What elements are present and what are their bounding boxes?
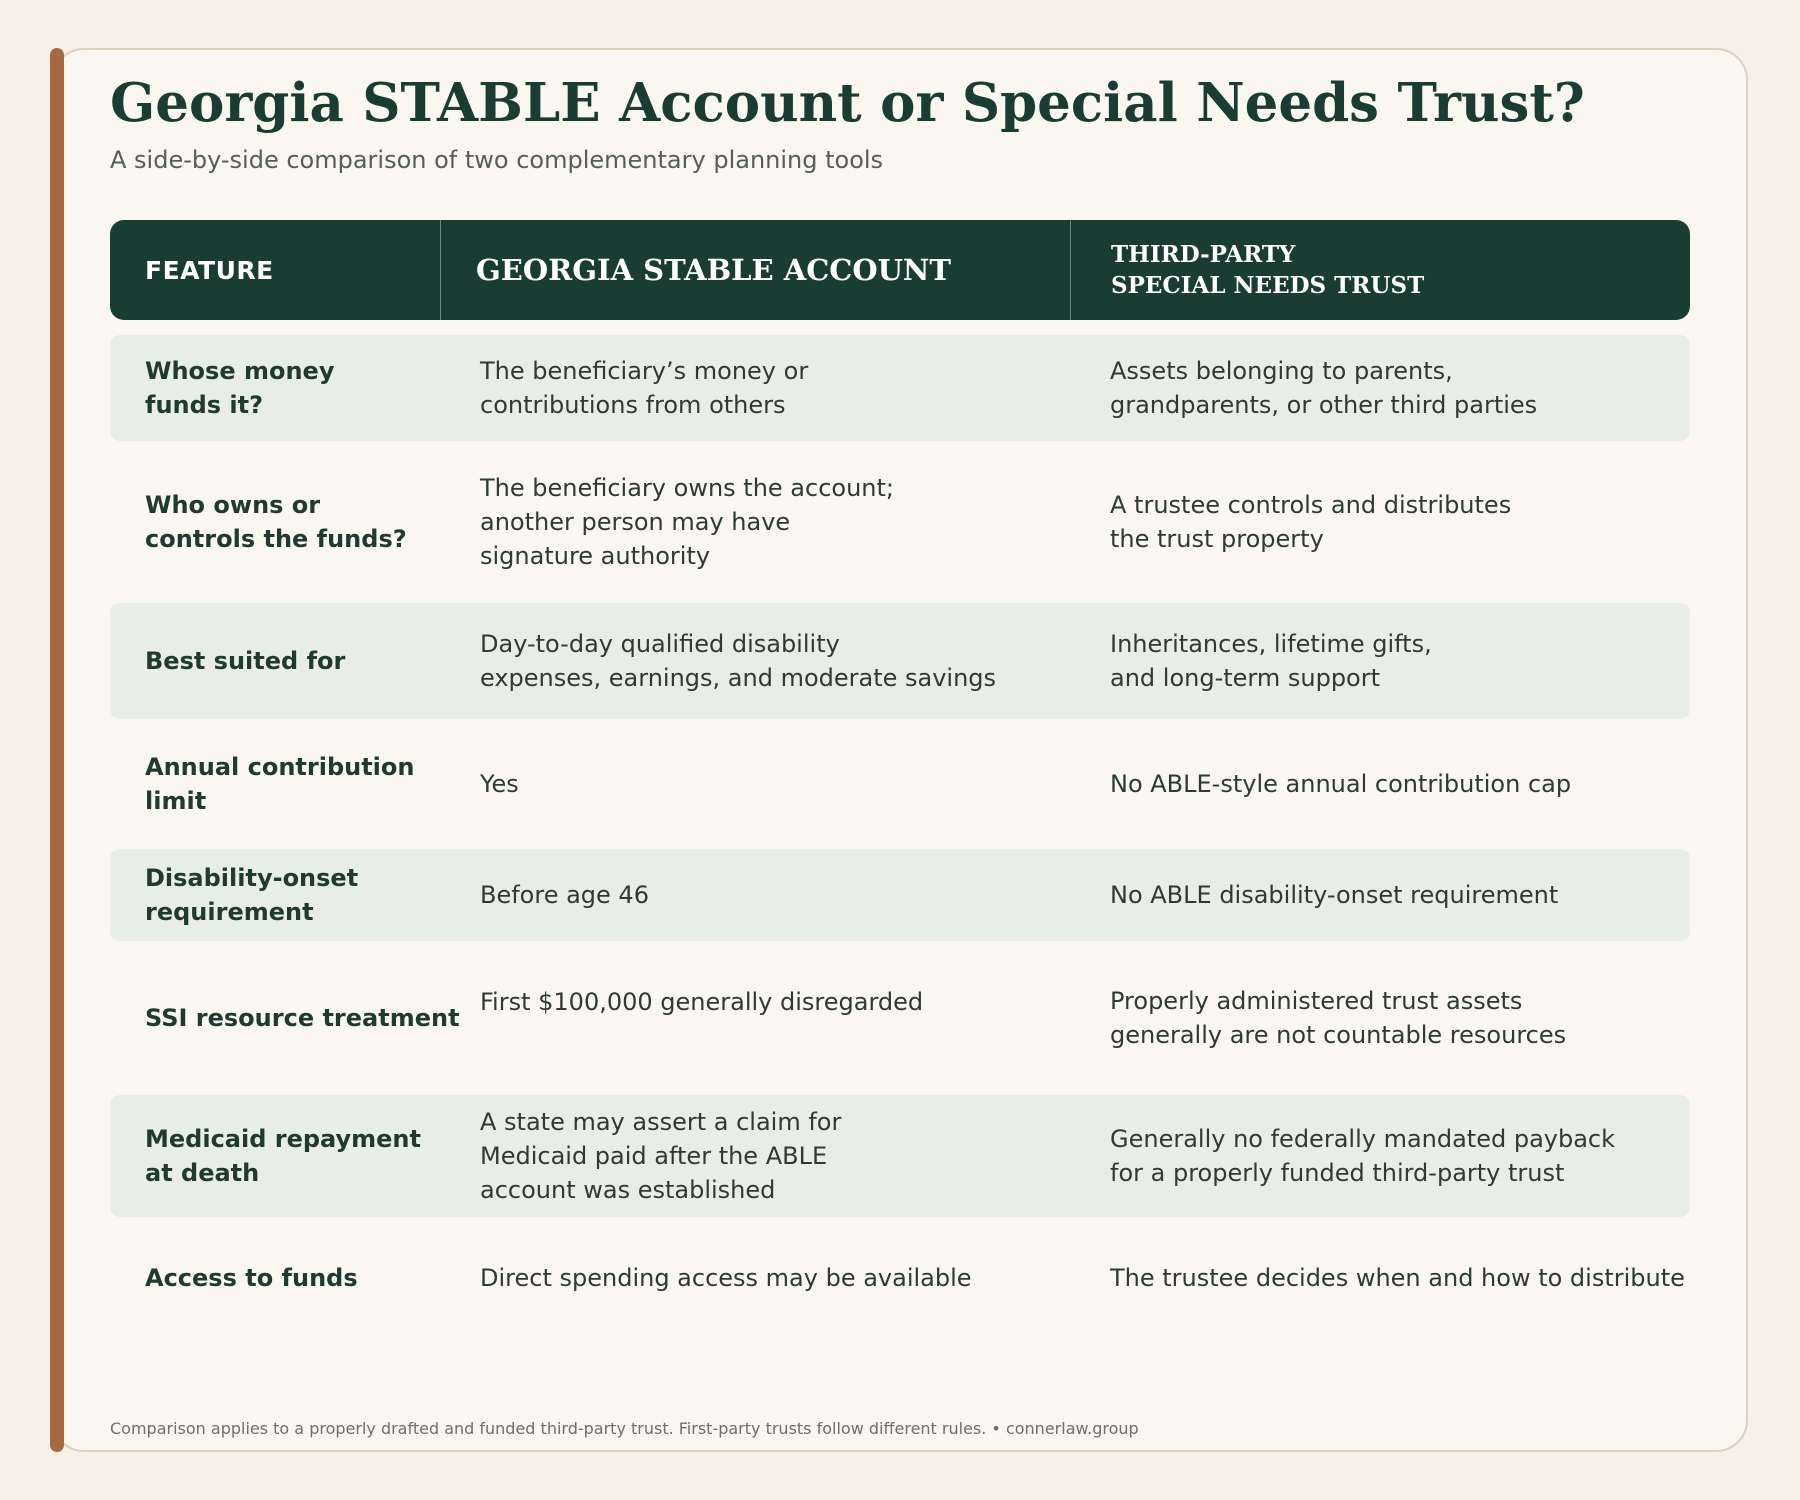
trust-value: No ABLE-style annual contribution cap bbox=[1110, 770, 1572, 798]
page-title: Georgia STABLE Account or Special Needs Trust? bbox=[110, 72, 1585, 134]
trust-value: A trustee controls and distributes the trust property bbox=[1110, 491, 1512, 553]
feature-label: Whose money funds it? bbox=[145, 357, 335, 419]
table-row-best-suited bbox=[110, 603, 1690, 719]
feature-label: Medicaid repayment at death bbox=[145, 1125, 421, 1187]
feature-label: Who owns or controls the funds? bbox=[145, 491, 407, 553]
trust-value: Generally no federally mandated payback for a properly funded third-party trust bbox=[1110, 1125, 1616, 1187]
trust-value: Assets belonging to parents, grandparents, or other third parties bbox=[1110, 357, 1538, 419]
stable-value: Direct spending access may be available bbox=[480, 1264, 972, 1292]
stable-value: The beneficiary owns the account; another person may have signature authority bbox=[480, 474, 894, 570]
stable-value: First $100,000 generally disregarded bbox=[480, 988, 924, 1016]
table-body bbox=[110, 335, 1690, 1323]
trust-value: The trustee decides when and how to distribute bbox=[1110, 1264, 1685, 1292]
header-stable-account: GEORGIA STABLE ACCOUNT bbox=[440, 220, 1070, 320]
stable-value: The beneficiary’s money or contributions from others bbox=[480, 357, 809, 419]
table-row-ssi-treatment bbox=[110, 957, 1690, 1079]
stable-value: Yes bbox=[480, 770, 519, 798]
stable-value: Day-to-day qualified disability expenses, earnings, and moderate savings bbox=[480, 630, 997, 692]
header-feature: FEATURE bbox=[145, 255, 274, 285]
footnote: Comparison applies to a properly drafted and funded third-party trust. First-party trusts follow different rules. • connerlaw.group bbox=[110, 1419, 1139, 1438]
stable-value: A state may assert a claim for Medicaid paid after the ABLE account was established bbox=[480, 1108, 842, 1204]
table-row-disability-onset bbox=[110, 849, 1690, 941]
feature-label: Best suited for bbox=[145, 647, 346, 675]
page-subtitle: A side-by-side comparison of two complementary planning tools bbox=[110, 146, 884, 174]
trust-value: No ABLE disability-onset requirement bbox=[1110, 881, 1559, 909]
accent-bar bbox=[50, 48, 64, 1452]
feature-label: Annual contribution limit bbox=[145, 753, 415, 815]
header-special-needs-trust: THIRD-PARTY SPECIAL NEEDS TRUST bbox=[1070, 220, 1690, 320]
table-row-access-to-funds bbox=[110, 1233, 1690, 1323]
feature-label: Disability-onset requirement bbox=[145, 864, 359, 926]
table-row-whose-money bbox=[110, 335, 1690, 441]
feature-label: Access to funds bbox=[145, 1264, 358, 1292]
table-header bbox=[110, 220, 1690, 320]
feature-label: SSI resource treatment bbox=[145, 1004, 460, 1032]
table-row-ownership bbox=[110, 457, 1690, 587]
comparison-table bbox=[110, 220, 1690, 1323]
trust-value: Properly administered trust assets generally are not countable resources bbox=[1110, 987, 1567, 1049]
trust-value: Inheritances, lifetime gifts, and long-term support bbox=[1110, 630, 1432, 692]
table-row-medicaid-repayment bbox=[110, 1095, 1690, 1217]
stable-value: Before age 46 bbox=[480, 881, 649, 909]
table-row-contribution-limit bbox=[110, 735, 1690, 833]
